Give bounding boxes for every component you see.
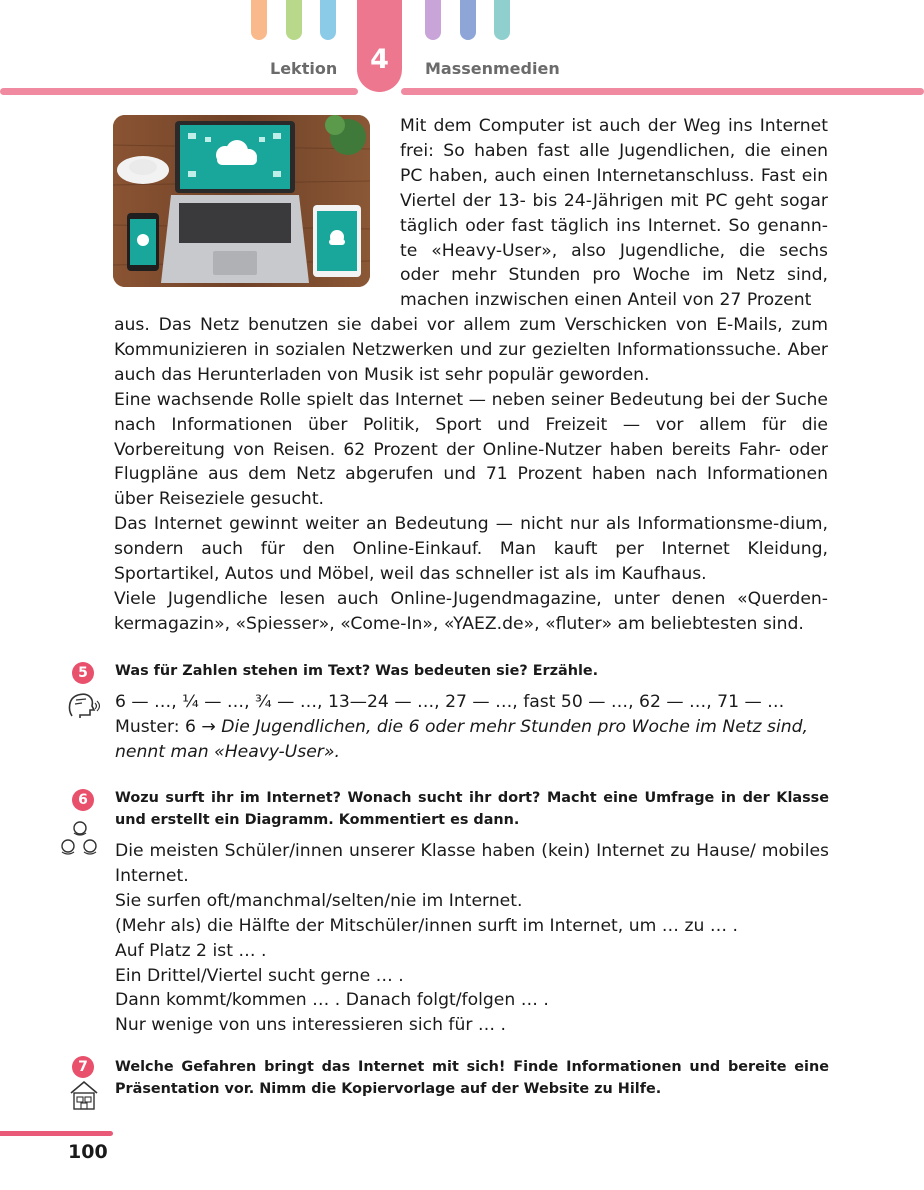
footer-rule <box>0 1131 113 1136</box>
task-5-numbers: 6 — …, ¼ — …, ¾ — …, 13—24 — …, 27 — …, fast 50 — …, 62 — …, 71 — … <box>115 692 785 712</box>
speaking-head-icon <box>66 690 100 720</box>
reading-paragraph-2: Eine wachsende Rolle spielt das Internet — neben seiner Bedeutung bei der Suche nach Informationen über Politik, Sport und Freizeit — vor allem für die Vorbereitung von Reisen. 62 Prozent der Online-Nutzer haben bereits Fahr- oder Flugpläne aus dem Netz abgerufen und 71 Prozent haben nach Informationen über Reiseziele gesucht. <box>114 389 828 510</box>
lesson-number: 4 <box>370 44 389 75</box>
task-number-7: 7 <box>72 1056 94 1078</box>
lesson-label: Lektion <box>270 59 338 78</box>
page-number: 100 <box>68 1141 108 1163</box>
lesson-title: Massenmedien <box>425 59 560 78</box>
laptop-photo <box>113 115 370 287</box>
task-5-example-text: Die Jugendlichen, die 6 oder mehr Stunden pro Woche im Netz sind, nennt man «Heavy-User». <box>115 716 809 762</box>
reading-paragraph-4: Viele Jugendliche lesen auch Online-Jugendmagazine, unter denen «Querden-kermagazin», «Spiesser», «Come-In», «YAEZ.de», «fluter» am beliebtesten sind. <box>114 588 828 634</box>
color-tab <box>251 0 267 40</box>
task-5-example-label: Muster: 6 → <box>115 716 216 737</box>
task-6-line: (Mehr als) die Hälfte der Mitschüler/innen surft im Internet, um … zu … . <box>115 915 738 936</box>
color-tab <box>460 0 476 40</box>
task-6-line: Auf Platz 2 ist … . <box>115 940 267 961</box>
house-homework-icon <box>68 1078 100 1112</box>
task-6-body <box>115 839 829 1038</box>
task-number-5: 5 <box>72 662 94 684</box>
task-7-heading: Welche Gefahren bringt das Internet mit sich! Finde Informationen und bereite eine Präsentation vor. Nimm die Kopiervorlage auf der Website zu Hilfe. <box>115 1059 829 1097</box>
color-tab <box>425 0 441 40</box>
reading-paragraph-3: Das Internet gewinnt weiter an Bedeutung — nicht nur als Informationsme-dium, sondern auch für den Online-Einkauf. Man kauft per Internet Kleidung, Sportartikel, Autos und Möbel, weil das schneller ist als im Kaufhaus. <box>114 514 828 585</box>
reading-continuation: aus. Das Netz benutzen sie dabei vor allem zum Verschicken von E-Mails, zum Kommunizieren in sozialen Netzwerken und zur gezielten Informationssuche. Aber auch das Herunterladen von Musik ist sehr populär geworden. <box>114 315 828 385</box>
task-6-line: Die meisten Schüler/innen unserer Klasse haben (kein) Internet zu Hause/ mobiles Internet. <box>115 841 829 886</box>
task-6-line: Ein Drittel/Viertel sucht gerne … . <box>115 965 404 986</box>
task-6-line: Sie surfen oft/manchmal/selten/nie im Internet. <box>115 890 523 911</box>
task-5-heading: Was für Zahlen stehen im Text? Was bedeuten sie? Erzähle. <box>115 663 599 679</box>
header-rule-left <box>0 88 358 95</box>
color-tab <box>494 0 510 40</box>
task-5-body <box>115 690 829 765</box>
task-6-heading: Wozu surft ihr im Internet? Wonach sucht ihr dort? Macht eine Umfrage in der Klasse und erstellt ein Diagramm. Kommentiert es dann. <box>115 790 829 828</box>
task-6-line: Nur wenige von uns interessieren sich für … . <box>115 1015 507 1036</box>
task-6-line: Dann kommt/kommen … . Danach folgt/folgen … . <box>115 990 549 1011</box>
header-rule-right <box>401 88 924 95</box>
color-tab <box>320 0 336 40</box>
reading-body <box>114 313 828 637</box>
group-work-icon <box>58 818 102 858</box>
task-number-6: 6 <box>72 789 94 811</box>
color-tab <box>286 0 302 40</box>
laptop-tablet-phone-cloud-icon <box>113 115 370 287</box>
reading-intro: Mit dem Computer ist auch der Weg ins Internet frei: So haben fast alle Jugendlichen, die einen PC haben, auch einen Internetanschluss. Fast ein Viertel der 13- bis 24-Jährigen mit PC geht sogar täglich oder fast täglich ins Internet. So genann-te «Heavy-User», also Jugendliche, die sechs oder mehr Stunden pro Woche im Netz sind, machen inzwischen einen Anteil von 27 Prozent <box>400 116 828 311</box>
